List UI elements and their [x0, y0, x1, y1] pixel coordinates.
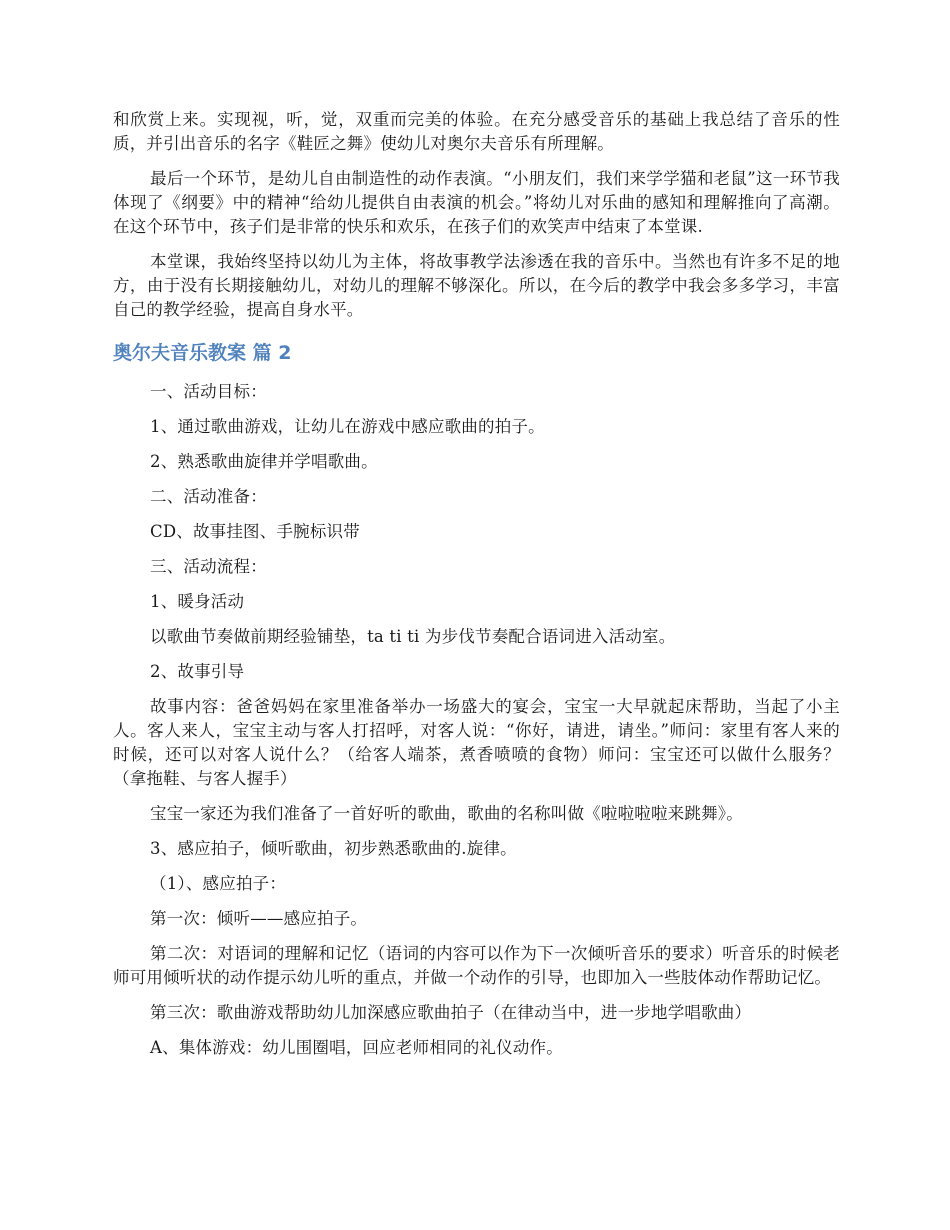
line-prep-items: CD、故事挂图、手腕标识带	[150, 522, 360, 541]
line-goal-heading: 一、活动目标：	[150, 382, 267, 401]
line-warmup-detail: 以歌曲节奏做前期经验铺垫，ta ti ti 为步伐节奏配合语词进入活动室。	[150, 627, 676, 646]
line-prep-heading: 二、活动准备：	[150, 487, 267, 506]
document-page	[113, 108, 840, 1060]
paragraph-continued: 和欣赏上来。实现视，听，觉，双重而完美的体验。在充分感受音乐的基础上我总结了音乐的性质，并引出音乐的名字《鞋匠之舞》使幼儿对奥尔夫音乐有所理解。	[113, 110, 840, 153]
line-first-time: 第一次：倾听——感应拍子。	[150, 909, 368, 928]
line-story-content: 故事内容：爸爸妈妈在家里准备举办一场盛大的宴会，宝宝一大早就起床帮助，当起了小主人。客人来人，宝宝主动与客人打招呼，对客人说：“你好，请进，请坐。”师问：家里有客人来的时候，还可以对客人说什么？（给客人端茶，煮香喷喷的食物）师问：宝宝还可以做什么服务？（拿拖鞋、与客人握手）	[113, 697, 840, 788]
line-flow-heading: 三、活动流程：	[150, 557, 267, 576]
line-beat-heading: 3、感应拍子，倾听歌曲，初步熟悉歌曲的.旋律。	[150, 839, 517, 858]
paragraph-summary: 本堂课，我始终坚持以幼儿为主体，将故事教学法渗透在我的音乐中。当然也有许多不足的地方，由于没有长期接触幼儿，对幼儿的理解不够深化。所以，在今后的教学中我会多多学习，丰富自己的教学经验，提高自身水平。	[113, 252, 840, 319]
line-goal-1: 1、通过歌曲游戏，让幼儿在游戏中感应歌曲的拍子。	[150, 417, 545, 436]
line-song-intro: 宝宝一家还为我们准备了一首好听的歌曲，歌曲的名称叫做《啦啦啦啦来跳舞》。	[150, 804, 743, 823]
paragraph-last-step: 最后一个环节，是幼儿自由制造性的动作表演。“小朋友们，我们来学学猫和老鼠”这一环节我体现了《纲要》中的精神“给幼儿提供自由表演的机会。”将幼儿对乐曲的感知和理解推向了高潮。在这个环节中，孩子们是非常的快乐和欢乐，在孩子们的欢笑声中结束了本堂课.	[113, 169, 840, 236]
line-warmup: 1、暖身活动	[150, 592, 245, 611]
line-group-game: A、集体游戏：幼儿围圈唱，回应老师相同的礼仪动作。	[150, 1038, 563, 1057]
line-second-time: 第二次：对语词的理解和记忆（语词的内容可以作为下一次倾听音乐的要求）听音乐的时候老师可用倾听状的动作提示幼儿听的重点，并做一个动作的引导，也即加入一些肢体动作帮助记忆。	[113, 944, 840, 987]
section-heading: 奥尔夫音乐教案 篇 2	[113, 342, 292, 364]
line-story-heading: 2、故事引导	[150, 662, 245, 681]
line-goal-2: 2、熟悉歌曲旋律并学唱歌曲。	[150, 452, 378, 471]
line-beat-sub: （1）、感应拍子：	[150, 874, 287, 893]
line-third-time: 第三次：歌曲游戏帮助幼儿加深感应歌曲拍子（在律动当中，进一步地学唱歌曲）	[150, 1003, 752, 1022]
